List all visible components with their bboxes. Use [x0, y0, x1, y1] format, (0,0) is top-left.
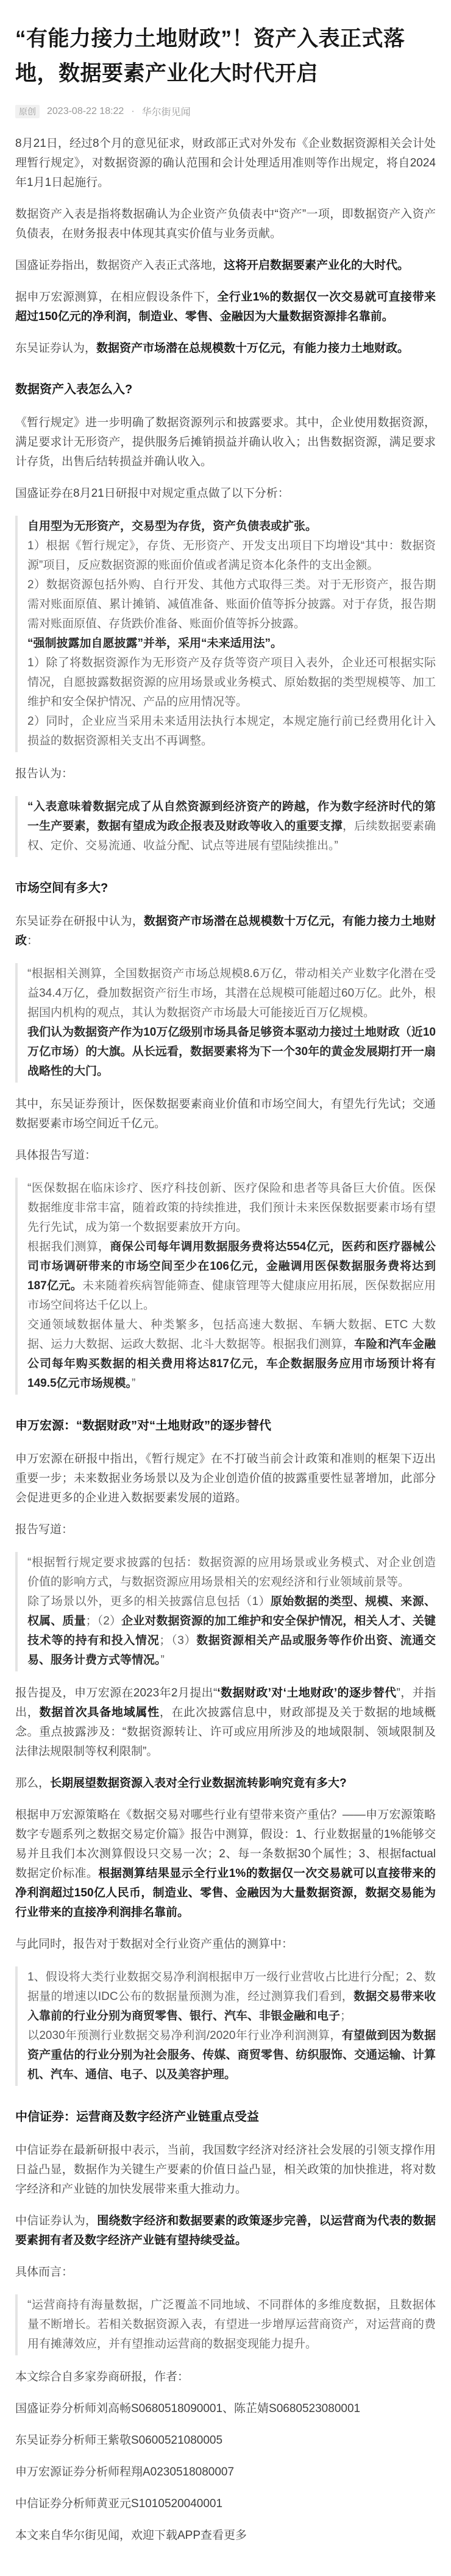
paragraph: [15, 1450, 436, 1508]
article-title: “有能力接力土地财政”！资产入表正式落地，数据要素产业化大时代开启: [15, 27, 405, 85]
text-run: 报告写道：: [15, 1523, 74, 1537]
emphasis-text: 我们认为数据资产作为10万亿级别市场具备足够资本驱动力接过土地财政（近10万亿市场）的大旗。从长远看，数据要素将为下一个30年的黄金发展期打开一扇战略性的大门。: [27, 1026, 436, 1078]
paragraph: [15, 2263, 436, 2282]
meta-separator: ·: [131, 105, 135, 116]
article-meta: [15, 104, 436, 118]
quote-paragraph: [27, 1315, 436, 1393]
emphasis-text: 长期展望数据资源入表对全行业数据流转影响究竟有多大?: [50, 1777, 347, 1790]
emphasis-text: 数据资产市场潜在总规模数十万亿元，有能力接力土地财政。: [96, 342, 410, 355]
publish-time: 2023-08-22 18:22: [47, 105, 124, 116]
paragraph: [15, 1935, 436, 1954]
text-run: 除了场景以外，更多的相关披露信息包括（1）: [27, 1595, 271, 1609]
emphasis-text: 数据首次具备地域属性: [39, 1706, 160, 1720]
paragraph: [15, 288, 436, 327]
report-quote: [15, 516, 436, 752]
section-heading: 中信证券：运营商及数字经济产业链重点受益: [15, 2110, 259, 2124]
text-run: 国盛证券指出，数据资产入表正式落地，: [15, 259, 224, 272]
paragraph: [15, 1684, 436, 1762]
original-badge: 原创: [15, 105, 40, 118]
text-run: ”，并指出，: [15, 1687, 436, 1720]
text-run: 具体而言：: [15, 2266, 74, 2279]
source-name: 华尔街见闻: [141, 107, 191, 118]
text-run: 那么，: [15, 1777, 51, 1790]
paragraph: [15, 2211, 436, 2250]
emphasis-text: 围绕数字经济和数据要素的政策逐步完善，以运营商为代表的数据要素拥有者及数字经济产业链有望持续受益。: [15, 2215, 436, 2247]
paragraph: [15, 1095, 436, 1134]
paragraph: [15, 339, 436, 358]
emphasis-text: 企业对数据资源的加工维护和安全保护情况，相关人才、关键技术等的持有和投入情况: [27, 1615, 436, 1648]
quote-paragraph: [27, 797, 436, 856]
text-run: 数据资产入表是指将数据确认为企业资产负债表中“资产”一项，即数据资产入资产负债表，在财务报表中体现其真实价值与业务贡献。: [15, 208, 436, 241]
text-run: 国盛证券分析师刘高畅S0680518090001、陈芷婧S0680523080001: [15, 2402, 361, 2416]
paragraph: [15, 1146, 436, 1165]
text-run: 中信证券分析师黄亚元S1010520040001: [15, 2497, 223, 2511]
report-quote: [15, 1178, 436, 1395]
section-heading: 数据资产入表怎么入?: [15, 383, 133, 397]
quote-paragraph: [27, 1237, 436, 1315]
text-run: “运营商持有海量数据，广泛覆盖不同地域、不同群体的多维度数据，且数据体量不断增长。若相关数据资源入表，有望进一步增厚运营商资产，对运营商的费用有摊薄效应，并有望推动运营商的数据变现能力提升。: [27, 2299, 436, 2351]
text-run: 2）同时，企业应当采用未来适用法执行本规定，本规定施行前已经费用化计入损益的数据资源相关支出不再调整。: [27, 715, 436, 748]
emphasis-text: “入表意味着数据完成了从自然资源到经济资产的跨越，作为数字经济时代的第一生产要素，数据有望成为政企报表及财政等收入的重要支撑: [27, 800, 436, 833]
paragraph: [15, 413, 436, 472]
report-quote: [15, 796, 436, 857]
emphasis-text: 根据测算结果显示全行业1%的数据仅一次交易就可以直接带来的净利润超过150亿人民币，制造业、零售、金融因为大量数据资源，数据交易能为行业带来的直接净利润排名靠前。: [15, 1867, 436, 1920]
quote-paragraph: [27, 1968, 436, 2026]
text-run: 根据申万宏源策略在《数据交易对哪些行业有望带来资产重估？——申万宏源策略数字专题系列之数据交易定价篇》报告中测算，假设：1、行业数据量的1%能够交易并且我们本次测算假设只交易一次；2、每一条数据30个属性；3、根据factual 数据定价标准。: [15, 1809, 436, 1880]
quote-paragraph: [27, 2026, 436, 2085]
paragraph: [15, 2368, 436, 2387]
emphasis-text: 数据资产市场潜在总规模数十万亿元，有能力接力土地财政: [15, 915, 436, 948]
text-run: 报告提及，申万宏源在2023年2月提出“: [15, 1687, 218, 1700]
text-run: “根据暂行规定要求披露的包括：数据资源的应用场景或业务模式、对企业创造价值的影响方式，与数据资源应用场景相关的宏观经济和行业领域前景等。: [27, 1556, 436, 1589]
quote-paragraph: [27, 634, 436, 653]
text-run: ”: [160, 1654, 165, 1667]
text-run: 东吴证券在研报中认为，: [15, 915, 144, 928]
quote-paragraph: [27, 2296, 436, 2354]
text-run: “根据相关测算，全国数据资产市场总规模8.6万亿，带动相关产业数字化潜在受益34.4万亿，叠加数据资产衍生市场，其潜在总规模可能超过60万亿。此外，根据国内机构的观点，其认为数据资产市场最大可能接近百万亿规模。: [27, 967, 436, 1020]
paragraph: [15, 484, 436, 503]
emphasis-text: “强制披露加自愿披露”并举，采用“未来适用法”。: [27, 637, 283, 650]
article-body: [15, 134, 436, 2546]
report-quote: [15, 963, 436, 1083]
emphasis-text: 这将开启数据要素产业化的大时代。: [224, 259, 410, 272]
report-quote: [15, 1552, 436, 1671]
text-run: ，后续数据要素确权、定价、交易流通、收益分配、试点等进展有望陆续推出。”: [27, 820, 436, 853]
text-run: 中信证券在最新研报中表示，当前，我国数字经济对经济社会发展的引领支撑作用日益凸显，数据作为关键生产要素的价值日益凸显，相关政策的加快推进，将对数字经济和产业链的加快发展带来重大推动力。: [15, 2144, 436, 2196]
quote-paragraph: [27, 517, 436, 536]
paragraph: [15, 2494, 436, 2514]
text-run: 8月21日，经过8个月的意见征求，财政部正式对外发布《企业数据资源相关会计处理暂行规定》，对数据资源的确认范围和会计处理适用准则等作出规定，将自2024年1月1日起施行。: [15, 137, 436, 190]
text-run: 据申万宏源测算，在相应假设条件下，: [15, 291, 218, 304]
text-run: 东吴证券认为，: [15, 342, 97, 355]
quote-paragraph: [27, 1023, 436, 1081]
text-run: “医保数据在临床诊疗、医疗科技创新、医疗保险和患者等具备巨大价值。医保数据维度非常丰富，随着政策的持续推进，我们预计未来医保数据要素市场有望先行先试，成为第一个数据要素放开方向。: [27, 1182, 436, 1234]
text-run: ；（3）: [159, 1634, 197, 1648]
report-quote: [15, 1966, 436, 2086]
emphasis-text: 原始数据的类型、规模、来源、权属、质量: [27, 1595, 436, 1628]
text-run: 1）除了将数据资源作为无形资产及存货等资产项目入表外，企业还可根据实际情况，自愿披露数据资源的应用场景或业务模式、原始数据的类型规模等、加工维护和安全保护情况、产品的应用情况等。: [27, 656, 436, 709]
paragraph: [15, 2431, 436, 2450]
text-run: 具体报告写道：: [15, 1149, 97, 1162]
quote-paragraph: [27, 653, 436, 712]
section-heading: 市场空间有多大?: [15, 881, 108, 895]
emphasis-text: 数据资源相关产品或服务等作价出资、流通交易、服务计费方式等情况。: [27, 1634, 436, 1667]
text-run: 1、假设将大类行业数据交易净利润根据申万一级行业营收占比进行分配；2、数据量的增速以IDC公布的数据量预测为准，经过测算我们看到，: [27, 1971, 436, 2004]
emphasis-text: 商保公司每年调用数据服务费将达554亿元，医药和医疗器械公司市场调研带来的市场空间至少在106亿元，金融调用医保数据服务费将达到187亿元。: [27, 1240, 436, 1293]
paragraph: [15, 764, 436, 784]
text-run: 《暂行规定》进一步明确了数据资源列示和披露要求。其中，企业使用数据资源，满足要求计无形资产，提供服务后摊销损益并确认收入；出售数据资源，满足要求计存货，出售后结转损益并确认收入。: [15, 416, 436, 469]
text-run: ，在此次披露信息中，财政部提及关于数据的地域概念。重点披露涉及：“数据资源转让、许可或应用所涉及的地域限制、领域限制及法律法规限制等权利限制”。: [15, 1706, 436, 1759]
text-run: 与此同时，报告对于数据对全行业资产重估的测算中：: [15, 1938, 294, 1951]
quote-paragraph: [27, 575, 436, 634]
paragraph: [15, 1774, 436, 1793]
text-run: 报告认为：: [15, 767, 74, 781]
text-run: 本文来自华尔街见闻，欢迎下载APP查看更多: [15, 2529, 247, 2542]
text-run: 东吴证券分析师王紫敬S0600521080005: [15, 2434, 223, 2447]
emphasis-text: 有望做到因为数据资产重估的行业分别为社会服务、传媒、商贸零售、纺织服饰、交通运输、计算机、汽车、通信、电子、以及美容护理。: [27, 2029, 436, 2082]
paragraph: [15, 2463, 436, 2482]
paragraph: [15, 2141, 436, 2199]
text-run: 国盛证券在8月21日研报中对规定重点做了以下分析：: [15, 487, 289, 500]
paragraph: [15, 912, 436, 951]
quote-paragraph: [27, 1179, 436, 1237]
emphasis-text: 全行业1%的数据仅一次交易就可直接带来超过150亿元的净利润，制造业、零售、金融因为大量数据资源排名靠前。: [15, 291, 436, 324]
paragraph: [15, 1806, 436, 1923]
text-run: 以2030年预测行业数据交易净利润/2020年行业净利润测算，: [27, 2029, 342, 2043]
text-run: 中信证券认为，: [15, 2215, 98, 2228]
section-heading: 申万宏源：“数据财政”对“土地财政”的逐步替代: [15, 1419, 271, 1433]
quote-paragraph: [27, 964, 436, 1023]
report-quote: [15, 2294, 436, 2355]
paragraph: [15, 134, 436, 193]
paragraph: [15, 2526, 436, 2546]
quote-paragraph: [27, 712, 436, 751]
text-run: 本文综合自多家券商研报，作者：: [15, 2371, 190, 2384]
text-run: 1）根据《暂行规定》，存货、无形资产、开发支出项目下均增设“其中：数据资源”项目，反应数据资源的账面价值或者满足资本化条件的支出金额。: [27, 539, 436, 572]
text-run: 申万宏源在研报中指出，《暂行规定》在不打破当前会计政策和准则的框架下迈出重要一步；未来数据业务场景以及为企业创造价值的披露重要性显著增加，此部分会促进更多的企业进入数据要素发展的道路。: [15, 1453, 436, 1505]
text-run: 交通领域数据体量大、种类繁多，包括高速大数据、车辆大数据、ETC 大数据、运力大数据、运政大数据、北斗大数据等。根据我们测算，: [27, 1318, 436, 1351]
emphasis-text: 数据交易带来收入靠前的行业分别为商贸零售、银行、汽车、非银金融和电子: [27, 1990, 436, 2023]
text-run: ”: [132, 1377, 136, 1390]
quote-paragraph: [27, 1592, 436, 1670]
text-run: 根据我们测算，: [27, 1240, 110, 1254]
paragraph: [15, 205, 436, 244]
text-run: 其中，东吴证券预计，医保数据要素商业价值和市场空间大，有望先行先试；交通数据要素市场空间近千亿元。: [15, 1098, 436, 1131]
text-run: ；（2）: [85, 1615, 122, 1628]
text-run: ；: [340, 2010, 352, 2023]
emphasis-text: 自用型为无形资产，交易型为存货，资产负债表或扩张。: [27, 520, 318, 533]
emphasis-text: ‘数据财政’对‘土地财政’的逐步替代: [217, 1687, 397, 1700]
text-run: 申万宏源证券分析师程翔A0230518080007: [15, 2466, 235, 2479]
emphasis-text: 车险和汽车金融公司每年购买数据的相关费用将达817亿元，车企数据服务应用市场预计将有149.5亿元市场规模。: [27, 1338, 436, 1390]
text-run: ：: [27, 934, 39, 948]
text-run: 未来随着疾病智能筛查、健康管理等大健康应用拓展，医保数据应用市场空间将达千亿以上。: [27, 1279, 436, 1312]
paragraph: [15, 256, 436, 276]
quote-paragraph: [27, 536, 436, 575]
paragraph: [15, 1520, 436, 1540]
paragraph: [15, 2399, 436, 2419]
quote-paragraph: [27, 1553, 436, 1592]
text-run: 2）数据资源包括外购、自行开发、其他方式取得三类。对于无形资产，报告期需对账面原值、累计摊销、减值准备、账面价值等拆分披露。对于存货，报告期需对账面原值、存货跌价准备、账面价值等拆分披露。: [27, 578, 436, 631]
